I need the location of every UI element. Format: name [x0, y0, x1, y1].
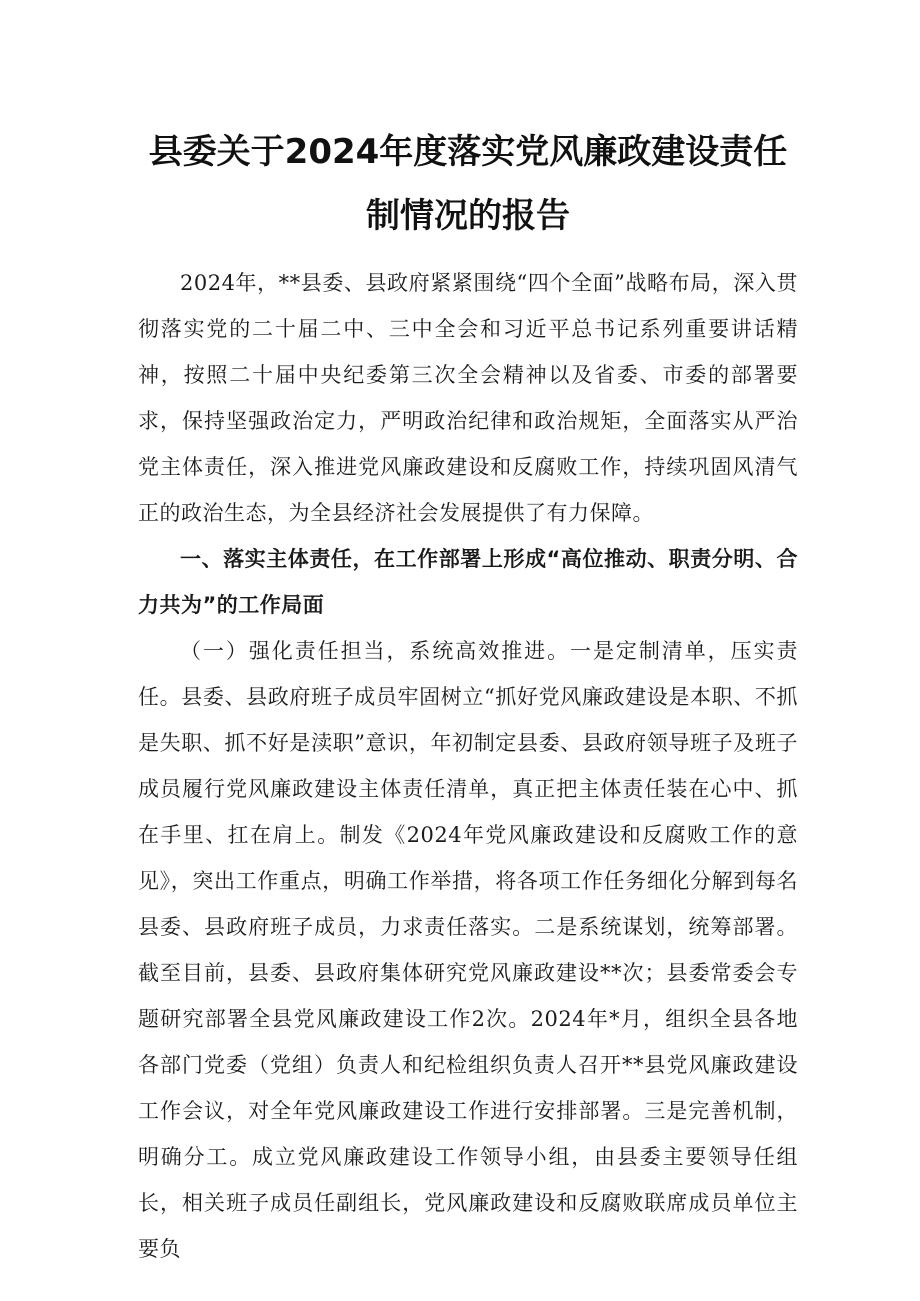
section-heading-1: 一、落实主体责任，在工作部署上形成“高位推动、职责分明、合力共为”的工作局面: [138, 547, 798, 617]
subsection-paragraph-1: （一）强化责任担当，系统高效推进。一是定制清单，压实责任。县委、县政府班子成员牢固树立“抓好党风廉政建设是本职、不抓是失职、抓不好是渎职”意识，年初制定县委、县政府领导班子及班子成员履行党风廉政建设主体责任清单，真正把主体责任装在心中、抓在手里、扛在肩上。制发《2024年党风廉政建设和反腐败工作的意见》，突出工作重点，明确工作举措，将各项工作任务细化分解到每名县委、县政府班子成员，力求责任落实。二是系统谋划，统筹部署。截至目前，县委、县政府集体研究党风廉政建设**次；县委常委会专题研究部署全县党风廉政建设工作2次。2024年*月，组织全县各地各部门党委（党组）负责人和纪检组织负责人召开**县党风廉政建设工作会议，对全年党风廉政建设工作进行安排部署。三是完善机制，明确分工。成立党风廉政建设工作领导小组，由县委主要领导任组长，相关班子成员任副组长，党风廉政建设和反腐败联席成员单位主要负: [138, 639, 798, 1261]
intro-paragraph: 2024年，**县委、县政府紧紧围绕“四个全面”战略布局，深入贯彻落实党的二十届二中、三中全会和习近平总书记系列重要讲话精神，按照二十届中央纪委第三次全会精神以及省委、市委的部署要求，保持坚强政治定力，严明政治纪律和政治规矩，全面落实从严治党主体责任，深入推进党风廉政建设和反腐败工作，持续巩固风清气正的政治生态，为全县经济社会发展提供了有力保障。: [138, 271, 798, 525]
title-line-1: 县委关于2024年度落实党风廉政建设责任: [148, 132, 788, 172]
document-title: [138, 120, 798, 248]
document-body: [138, 260, 798, 1272]
title-line-2: 制情况的报告: [366, 196, 570, 236]
